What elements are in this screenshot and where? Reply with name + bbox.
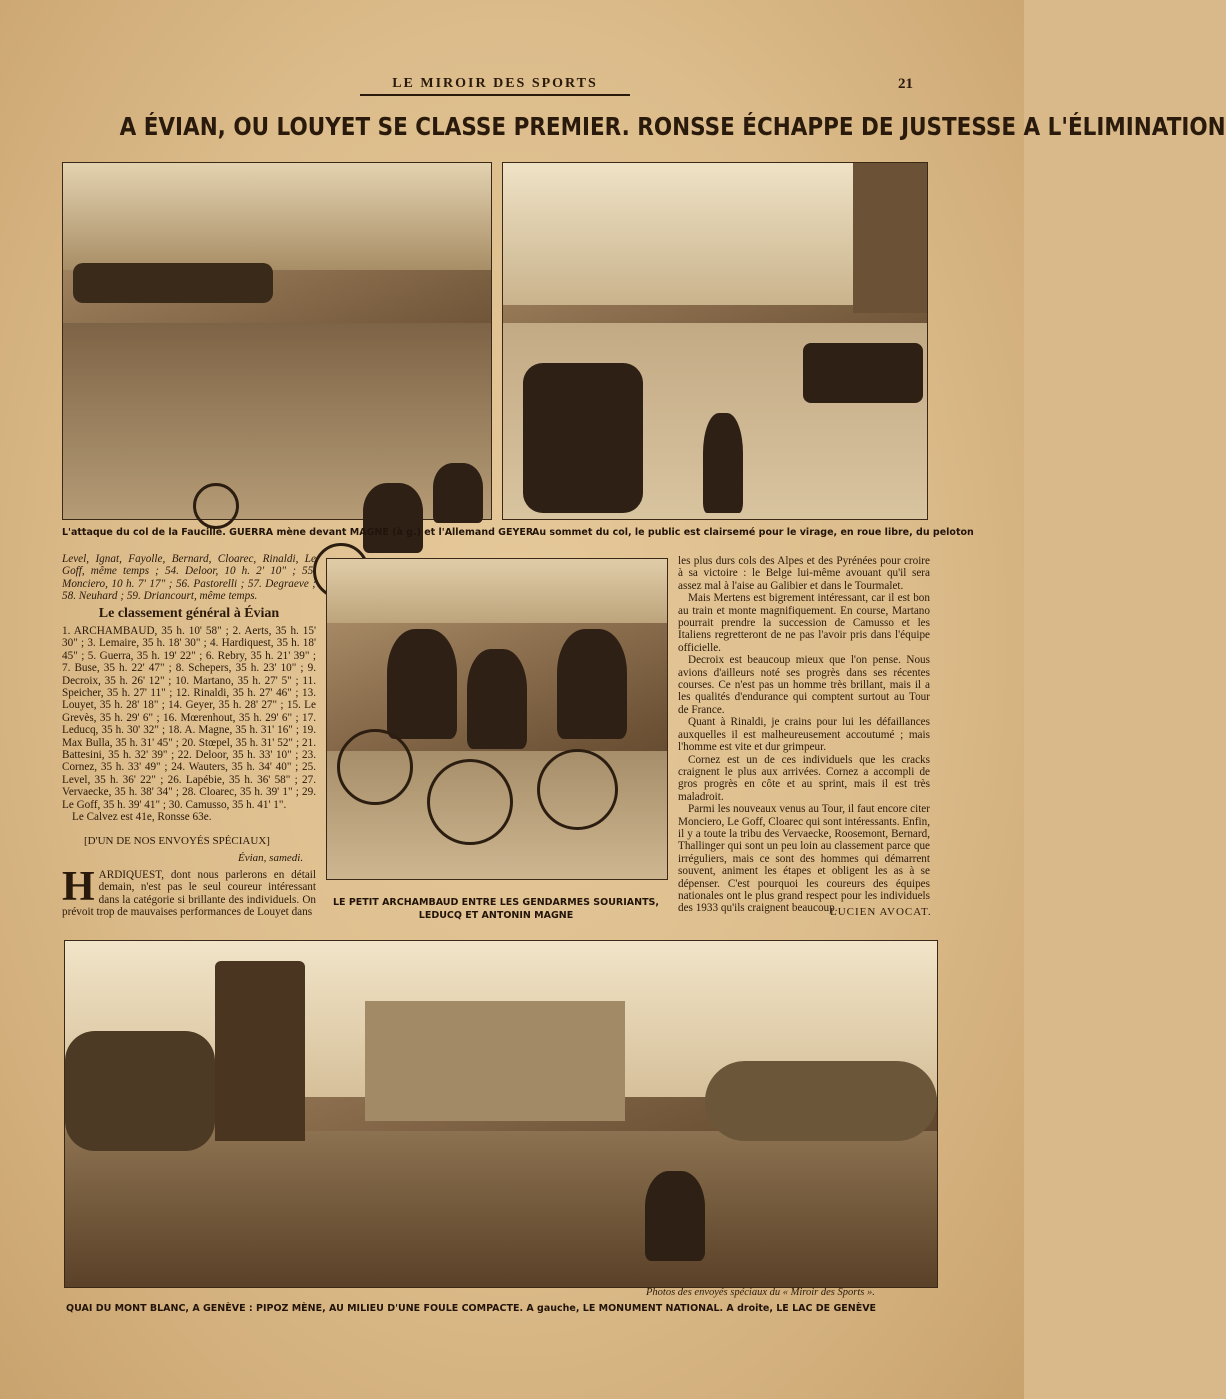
photo-sommet-du-col — [502, 162, 928, 520]
correspondent-line: [D'UN DE NOS ENVOYÉS SPÉCIAUX] — [84, 835, 270, 847]
standings-title: Le classement général à Évian — [98, 606, 280, 621]
article-start — [62, 864, 316, 919]
right-paragraph-3: Decroix est beaucoup mieux que l'on pense. Nous avions d'ailleurs noté ses progrès dans ses récentes courses. Ce n'est pas un homme très brillant, mais il a les qualités d'endurance qui comptent surtout au Tour de France. — [678, 654, 930, 716]
caption-top-right: Au sommet du col, le public est clairsemé pour le virage, en roue libre, du peloton — [532, 527, 974, 538]
photo-archambaud-gendarmes — [326, 558, 668, 880]
standings-continuation: Level, Ignat, Fayolle, Bernard, Cloarec, Rinaldi, Le Goff, même temps ; 54. Deloor, 10 h. 2' 10" ; 55. Monciero, 10 h. 7' 17" ; 56. Pastorelli ; 57. Degraeve ; 58. Neuhard ; 59. Driancourt, même temps. — [62, 553, 316, 603]
dateline: Évian, samedi. — [238, 852, 304, 864]
right-paragraph-6: Parmi les nouveaux venus au Tour, il faut encore citer Monciero, Le Goff, Cloarec qui sont intéressants. Enfin, il y a toute la tribu des Vervaecke, Roosemont, Bernard, Thallinger qui sont un peu loin au classement parce que irréguliers, mais ce sont des hommes qui démarrent souvent, animent les étapes et obligent les as à se dépenser. C'est pourquoi les coureurs des équipes nationales ont le plus grand respect pour les individuels des 1933 qu'ils craignent beaucoup. — [678, 803, 930, 915]
left-column-intro — [62, 553, 316, 603]
photo-credit: Photos des envoyés spéciaux du « Miroir des Sports ». — [646, 1287, 875, 1298]
right-column — [678, 555, 930, 915]
standings-note: Le Calvez est 41e, Ronsse 63e. — [72, 811, 212, 824]
right-paragraph-2: Mais Mertens est bigrement intéressant, car il est bon au train et monte magnifiquement. En course, Martano pourrait prendre la succession de Camusso et les Italiens regretteront de ne pas l'avoir pris dans l'équipe officielle. — [678, 592, 930, 654]
article-start-text: ARDIQUEST, dont nous parlerons en détail demain, n'est pas le seul coureur intéressant dans la catégorie si brillante des individuels. On prévoit trop de mauvaises performances de Louyet dans — [62, 869, 316, 919]
caption-top-left: L'attaque du col de la Faucille. GUERRA mène devant MAGNE (à g.) et l'Allemand GEYER — [62, 527, 534, 538]
caption-bottom: QUAI DU MONT BLANC, A GENÈVE : PIPOZ MÈNE, AU MILIEU D'UNE FOULE COMPACTE. A gauche, LE MONUMENT NATIONAL. A droite, LE LAC DE GENÈVE — [66, 1303, 877, 1314]
right-paragraph-1: les plus durs cols des Alpes et des Pyrénées pour croire à sa victoire : le Belge lui-même avouant qu'il sera assez mal à l'aise au Galibier et dans le Tourmalet. — [678, 555, 930, 592]
standings-text: 1. ARCHAMBAUD, 35 h. 10' 58" ; 2. Aerts, 35 h. 15' 30" ; 3. Lemaire, 35 h. 18' 30" ; 4. Hardiquest, 35 h. 18' 45" ; 5. Guerra, 35 h. 19' 22" ; 6. Rebry, 35 h. 21' 39" ; 7. Buse, 35 h. 22' 47" ; 8. Schepers, 35 h. 23' 10" ; 9. Decroix, 35 h. 26' 12" ; 10. Martano, 35 h. 27' 5" ; 11. Speicher, 35 h. 27' 11" ; 12. Rinaldi, 35 h. 27' 46" ; 13. Louyet, 35 h. 28' 18" ; 14. Geyer, 35 h. 28' 27" ; 15. Le Grevès, 35 h. 29' 6" ; 16. Mœrenhout, 35 h. 29' 6" ; 17. Leducq, 35 h. 30' 32" ; 18. A. Magne, 35 h. 31' 16" ; 19. Max Bulla, 35 h. 31' 45" ; 20. Stœpel, 35 h. 31' 52" ; 21. Battesini, 35 h. 32' 39" ; 22. Deloor, 35 h. 33' 10" ; 23. Cornez, 35 h. 33' 49" ; 24. Wauters, 35 h. 34' 40" ; 25. Level, 35 h. 36' 22" ; 26. Lapébie, 35 h. 36' 58" ; 27. Vervaecke, 35 h. 38' 34" ; 28. Cloarec, 35 h. 39' 1" ; 29. Le Goff, 35 h. 39' 41" ; 30. Camusso, 35 h. 41' 1". — [62, 625, 316, 811]
photo-quai-du-mont-blanc — [64, 940, 938, 1288]
standings-list — [62, 625, 316, 824]
page-number: 21 — [898, 76, 913, 92]
caption-middle-line1: LE PETIT ARCHAMBAUD ENTRE LES GENDARMES SOURIANTS, — [332, 897, 660, 908]
right-paragraph-4: Quant à Rinaldi, je crains pour lui les défaillances auxquelles il est malheureusement accoutumé ; mais l'homme est vite et dur grimpeur. — [678, 716, 930, 754]
headline: A ÉVIAN, OU LOUYET SE CLASSE PREMIER. RONSSE ÉCHAPPE DE JUSTESSE A L'ÉLIMINATION — [119, 112, 1226, 141]
caption-middle-line2: LEDUCQ ET ANTONIN MAGNE — [418, 910, 574, 921]
photo-col-de-la-faucille — [62, 162, 492, 520]
masthead: LE MIROIR DES SPORTS — [360, 76, 630, 96]
right-paragraph-5: Cornez est un de ces individuels que les cracks craignent le plus aux arrivées. Cornez a accompli de gros progrès en côte et au sprint, mais il est très maladroit. — [678, 753, 930, 803]
drop-cap: H — [62, 864, 95, 910]
signature: LUCIEN AVOCAT. — [830, 906, 932, 918]
